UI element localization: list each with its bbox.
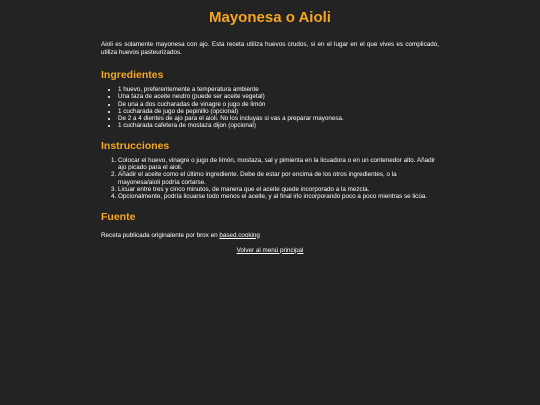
ingredient-item: • Una taza de aceite neutro (puede ser aceite vegetal) (118, 93, 439, 100)
instructions-heading: Instrucciones (101, 139, 170, 152)
ingredients-list (101, 86, 439, 130)
ingredient-item: • 1 cucharada de jugo de pepinillo (opcional) (118, 108, 439, 115)
instruction-step: 2. Añadir el aceite como el último ingrediente. Debe de estar por encima de los otros ingredientes, o la mayonesa/aioli podría cortarse. (118, 171, 439, 186)
instruction-step: 4. Opcionalmente, podría licuarse todo menos el aceite, y al final irlo incorporando poco a poco mientras se licúa. (118, 193, 439, 200)
page-title: Mayonesa o Aioli (209, 9, 331, 26)
instruction-step: 1. Colocar el huevo, vinagre o jugo de limón, mostaza, sal y pimienta en la licuadora o en un contenedor alto. Añadir ajo picado para el aioli. (118, 157, 439, 172)
intro-paragraph: Aioli es solamente mayonesa con ajo. Esta receta utiliza huevos crudos, si en el lugar en el que vives es complicado, utiliza huevos pasteurizados. (101, 41, 439, 56)
ingredients-heading: Ingredientes (101, 69, 164, 81)
ingredient-item: • 1 huevo, preferentemente a temperatura ambiente (118, 86, 439, 93)
source-link[interactable]: based.cooking (219, 231, 260, 239)
instruction-step: 3. Licuar entre tres y cinco minutos, de manera que el aceite quede incorporado a la mezcla. (118, 186, 439, 193)
source-paragraph (101, 232, 439, 240)
ingredient-item: • De 2 a 4 dientes de ajo para el aioli. No los incluyas si vas a preparar mayonesa. (118, 115, 439, 122)
source-heading: Fuente (101, 210, 136, 223)
back-container (101, 247, 439, 255)
source-text: Receta publicada originalente por brox en (101, 231, 220, 239)
back-to-menu-link[interactable]: Volver al menú principal (236, 246, 304, 254)
ingredient-item: • 1 cucharada cafetera de mostaza dijon (opcional) (118, 122, 439, 129)
instructions-list (101, 157, 439, 201)
ingredient-item: • De una a dos cucharadas de vinagre o jugo de limón (118, 101, 439, 108)
